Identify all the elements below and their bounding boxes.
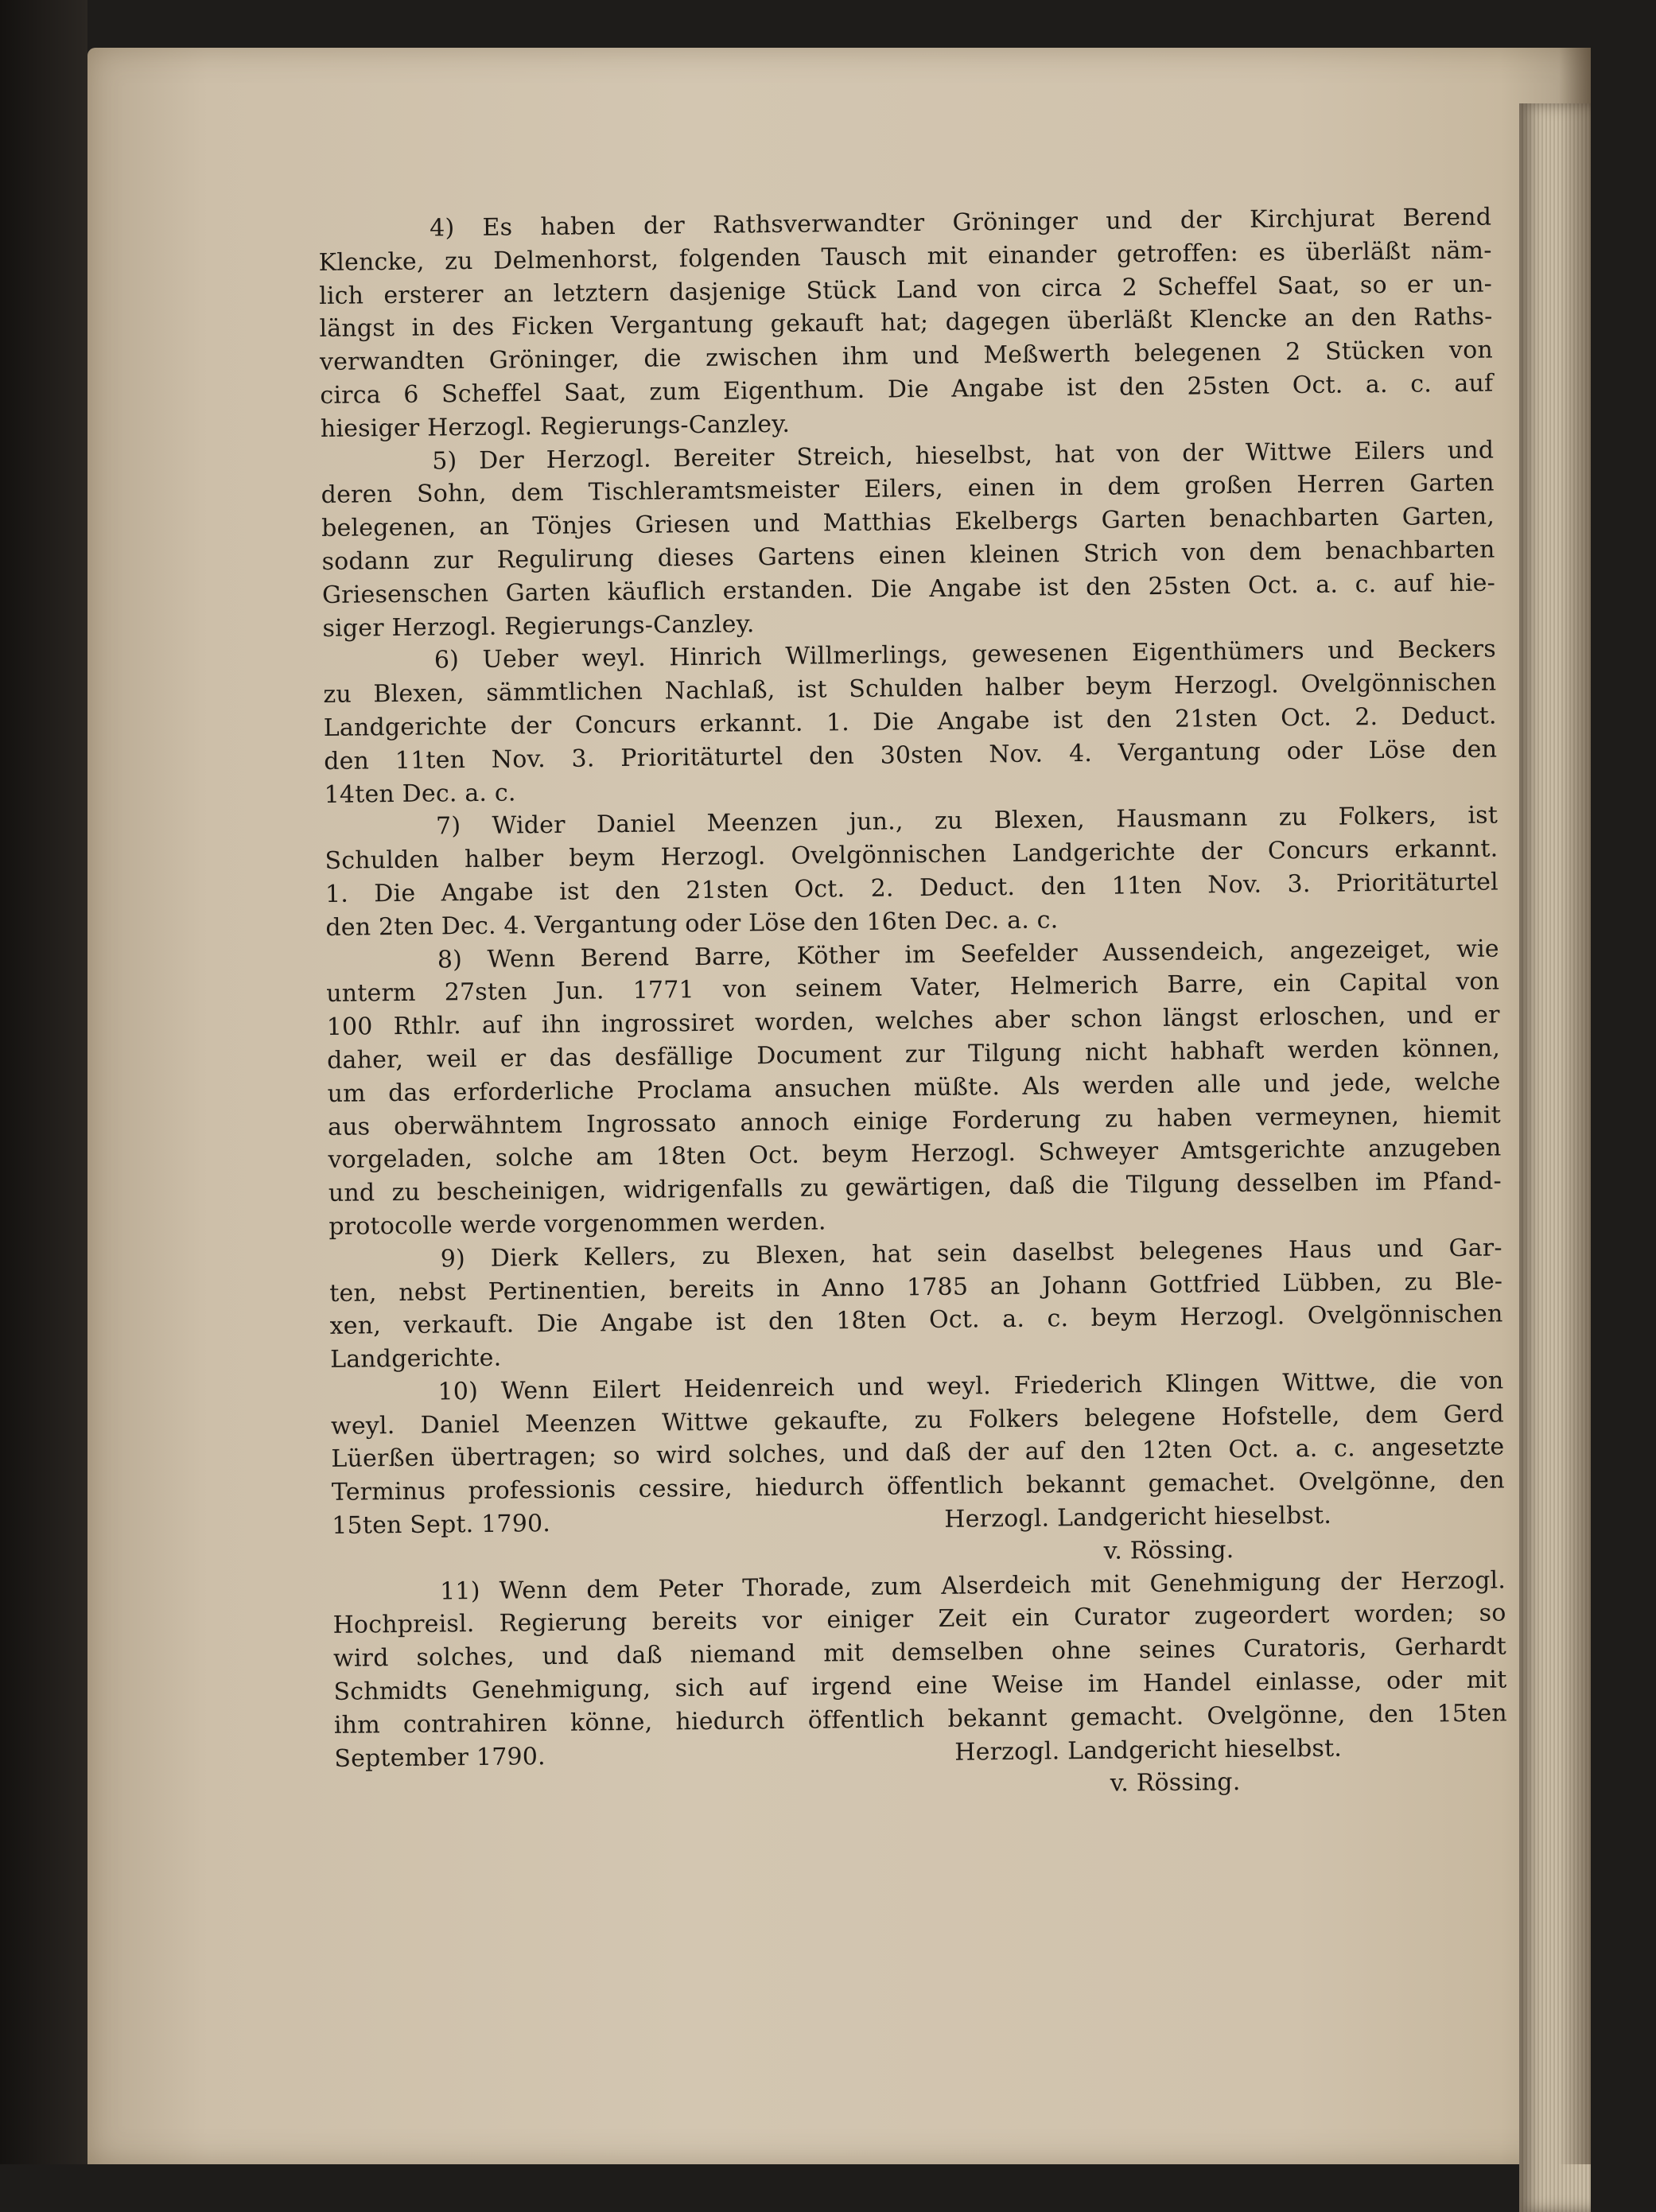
text-line: deren Sohn, dem Tischleramtsmeister Eilers, einen in dem großen Herren Garten <box>321 468 1495 510</box>
text-line: ihm contrahiren könne, hiedurch öffentlich bekannt gemacht. Ovelgönne, den 15ten <box>333 1699 1508 1740</box>
notice-4 <box>318 201 1494 446</box>
text-line: circa 6 Scheffel Saat, zum Eigenthum. Die Angabe ist den 25sten Oct. a. c. auf <box>320 369 1494 410</box>
text-line: weyl. Daniel Meenzen Wittwe gekaufte, zu Folkers belegene Hofstelle, dem Gerd <box>330 1400 1505 1440</box>
notice-10 <box>330 1364 1506 1576</box>
text-line: xen, verkauft. Die Angabe ist den 18ten Oct. a. c. beym Herzogl. Ovelgönnischen <box>329 1300 1503 1341</box>
notice-6 <box>323 633 1498 811</box>
notice-8 <box>326 932 1502 1244</box>
text-line: 9) Dierk Kellers, zu Blexen, hat sein daselbst belegenes Haus und Gar- <box>440 1234 1502 1273</box>
text-line: Lüerßen übertragen; so wird solches, und daß der auf den 12ten Oct. a. c. angesetzte <box>331 1433 1505 1474</box>
date: September 1790. <box>334 1742 546 1773</box>
gutter-shadow <box>1559 48 1591 2164</box>
notice-11 <box>332 1564 1508 1809</box>
page-text <box>318 201 1508 1810</box>
text-line: längst in des Ficken Vergantung gekauft hat; dagegen überläßt Klencke an den Raths- <box>319 302 1493 344</box>
text-line: 1. Die Angabe ist den 21sten Oct. 2. Deduct. den 11ten Nov. 3. Prioritäturtel <box>325 868 1499 908</box>
notice-7 <box>325 799 1499 945</box>
text-line: 14ten Dec. a. c. <box>324 778 516 809</box>
text-line: 10) Wenn Eilert Heidenreich und weyl. Friederich Klingen Wittwe, die von <box>437 1366 1504 1406</box>
text-line: unterm 27sten Jun. 1771 von seinem Vater, Helmerich Barre, ein Capital von <box>326 967 1500 1009</box>
text-line: 4) Es haben der Rathsverwandter Gröninger und der Kirchjurat Berend <box>430 203 1492 243</box>
text-line: lich ersterer an letztern dasjenige Stück Land von circa 2 Scheffel Saat, so er un- <box>318 270 1493 310</box>
text-line: Schulden halber beym Herzogl. Ovelgönnischen Landgerichte der Concurs erkannt. <box>325 834 1499 876</box>
scan-background-left <box>0 0 87 2164</box>
text-line: 6) Ueber weyl. Hinrich Willmerlings, gewesenen Eigenthümers und Beckers <box>433 635 1497 674</box>
text-line: protocolle werde vorgenommen werden. <box>328 1207 826 1241</box>
text-line: Terminus professionis cessire, hiedurch öffentlich bekannt gemachet. Ovelgönne, den <box>331 1466 1505 1507</box>
text-line: und zu bescheinigen, widrigenfalls zu gewärtigen, daß die Tilgung desselben im Pfand- <box>328 1167 1502 1208</box>
text-line: ten, nebst Pertinentien, bereits in Anno 1785 an Johann Gottfried Lübben, zu Ble- <box>329 1266 1503 1308</box>
notice-5 <box>321 433 1496 645</box>
text-line: belegenen, an Tönjes Griesen und Matthias Ekelbergs Garten benachbarten Garten, <box>321 502 1495 543</box>
signature-office: Herzogl. Landgericht hieselbst. <box>944 1501 1332 1534</box>
text-line: verwandten Gröninger, die zwischen ihm und Meßwerth belegenen 2 Stücken von <box>319 336 1494 377</box>
text-line: hiesiger Herzogl. Regierungs-Canzley. <box>320 410 791 443</box>
text-line: Landgerichte der Concurs erkannt. 1. Die Angabe ist den 21sten Oct. 2. Deduct. <box>323 702 1497 742</box>
text-line: den 11ten Nov. 3. Prioritäturtel den 30sten Nov. 4. Vergantung oder Löse den <box>324 735 1498 776</box>
text-line: Griesenschen Garten käuflich erstanden. Die Angabe ist den 25sten Oct. a. c. auf hie- <box>321 569 1496 609</box>
signature-name: v. Rössing. <box>1103 1535 1234 1565</box>
text-line: aus oberwähntem Ingrossato annoch einige Forderung zu haben vermeynen, hiemit <box>327 1101 1502 1141</box>
text-line: 5) Der Herzogl. Bereiter Streich, hieselbst, hat von der Wittwe Eilers und <box>432 436 1495 476</box>
text-line: sodann zur Regulirung dieses Gartens einen kleinen Strich von dem benachbarten <box>321 535 1495 576</box>
signature-name: v. Rössing. <box>1110 1768 1241 1798</box>
text-line: siger Herzogl. Regierungs-Canzley. <box>322 609 755 643</box>
date: 15ten Sept. 1790. <box>332 1510 551 1540</box>
signature-office: Herzogl. Landgericht hieselbst. <box>954 1734 1343 1767</box>
text-line: 7) Wider Daniel Meenzen jun., zu Blexen, Hausmann zu Folkers, ist <box>435 801 1499 841</box>
text-line: Schmidts Genehmigung, sich auf irgend eine Weise im Handel einlasse, oder mit <box>333 1666 1507 1706</box>
text-line: 8) Wenn Berend Barre, Köther im Seefelder Aussendeich, angezeiget, wie <box>437 935 1499 974</box>
text-line: Landgerichte. <box>329 1343 502 1374</box>
text-line: Hochpreisl. Regierung bereits vor einiger Zeit ein Curator zugeordert worden; so <box>332 1599 1506 1640</box>
text-line: wird solches, und daß niemand mit demselben ohne seines Curatoris, Gerhardt <box>332 1632 1507 1674</box>
text-line: um das erforderliche Proclama ansuchen müßte. Als werden alle und jede, welche <box>327 1067 1501 1108</box>
text-line: 100 Rthlr. auf ihn ingrossiret worden, welches aber schon längst erloschen, und er <box>326 1001 1500 1042</box>
text-line: vorgeladen, solche am 18ten Oct. beym Herzogl. Schweyer Amtsgerichte anzugeben <box>328 1133 1502 1175</box>
text-line: Klencke, zu Delmenhorst, folgenden Tausch mit einander getroffen: es überläßt näm- <box>318 236 1492 277</box>
text-line: 11) Wenn dem Peter Thorade, zum Alserdeich mit Genehmigung der Herzogl. <box>439 1566 1506 1606</box>
text-line: zu Blexen, sämmtlichen Nachlaß, ist Schulden halber beym Herzogl. Ovelgönnischen <box>323 668 1497 709</box>
text-line: den 2ten Dec. 4. Vergantung oder Löse den 16ten Dec. a. c. <box>325 906 1059 942</box>
text-line: daher, weil er das desfällige Document zur Tilgung nicht habhaft werden können, <box>326 1034 1501 1075</box>
notice-9 <box>329 1231 1504 1377</box>
